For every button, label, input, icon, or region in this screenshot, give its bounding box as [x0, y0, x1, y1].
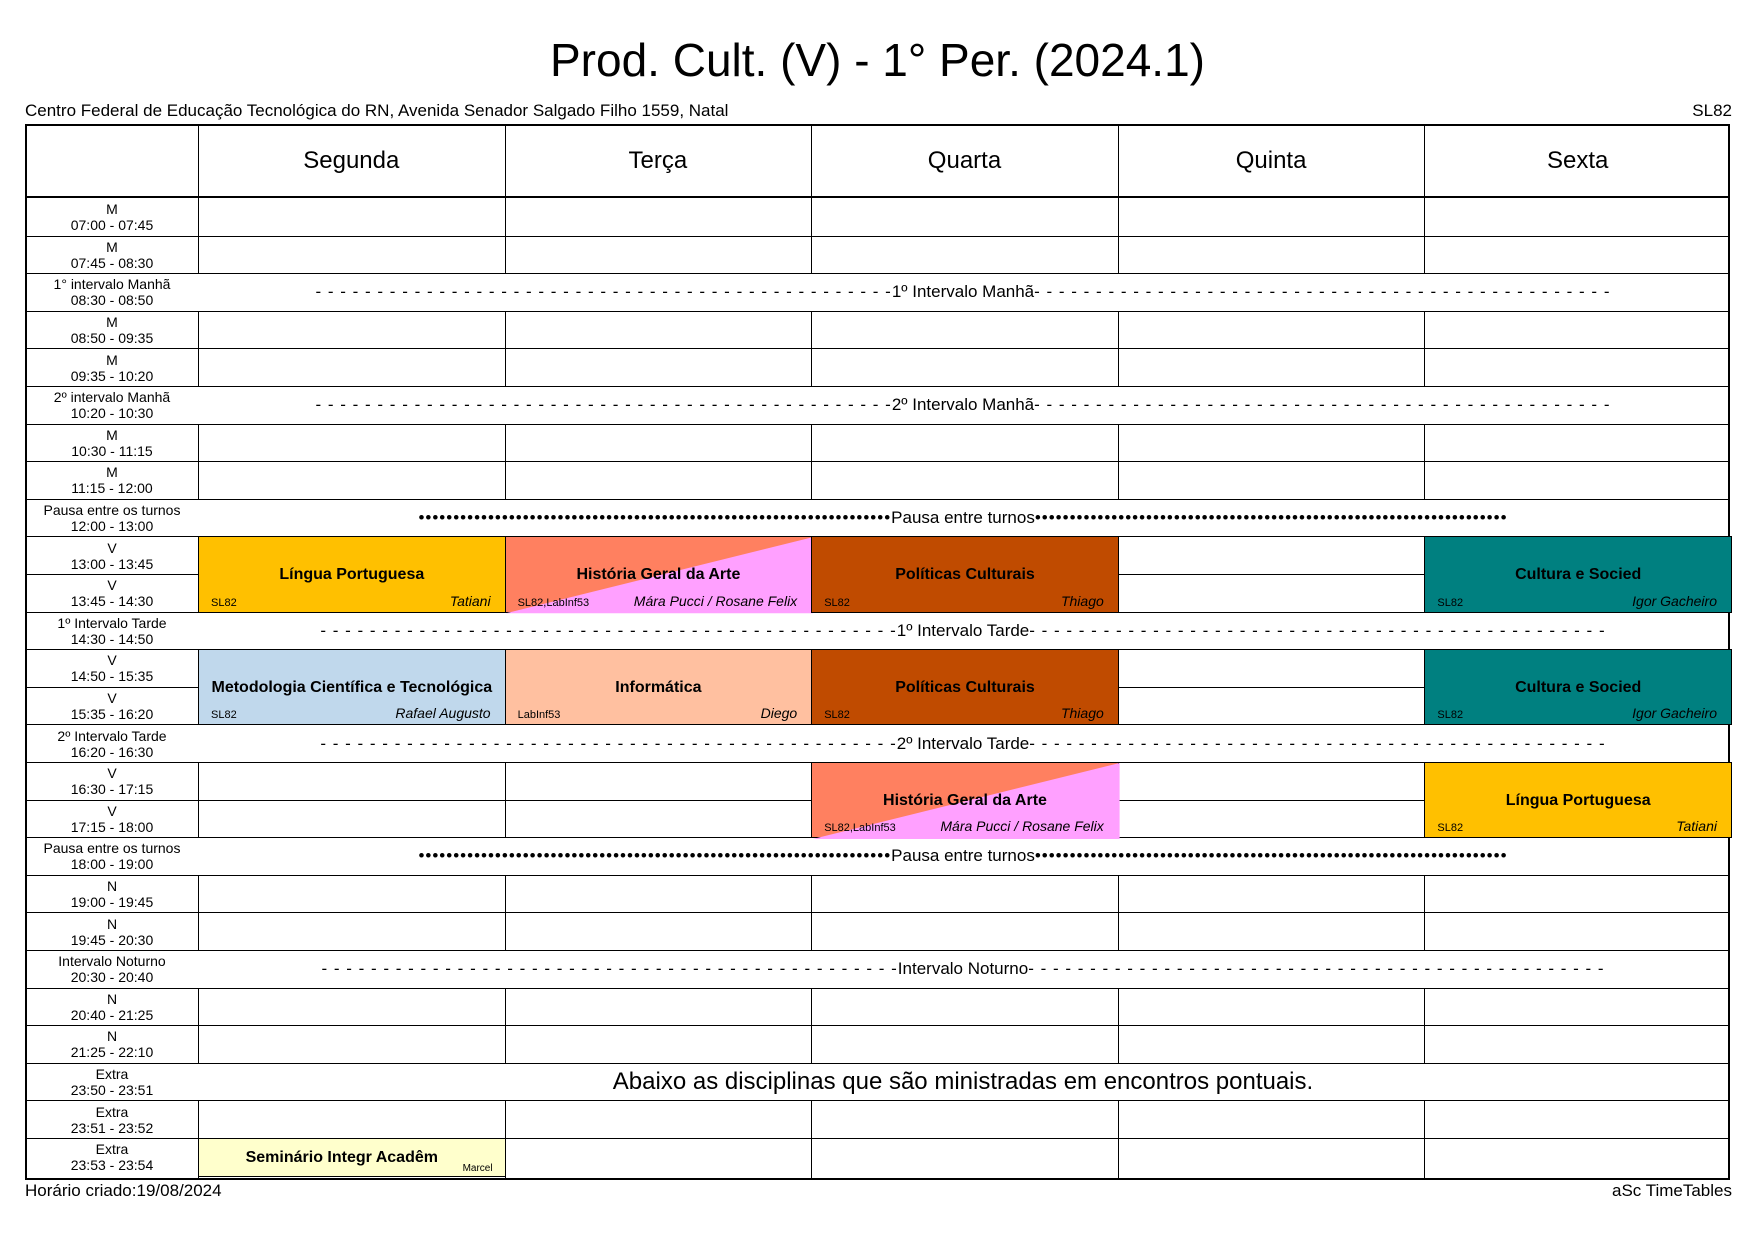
- period-time: 08:30 - 08:50: [70, 292, 154, 309]
- period-label: [27, 575, 197, 612]
- period-time: 21:25 - 22:10: [70, 1044, 154, 1061]
- interval-label: Abaixo as disciplinas que são ministradas em encontros pontuais.: [612, 1068, 1314, 1096]
- period-label: [27, 1064, 197, 1101]
- period-name: M: [106, 238, 118, 255]
- lesson-subject: Informática: [615, 678, 702, 696]
- lesson-room: SL82: [824, 596, 850, 609]
- separator: - - - - - - - - - - - - - - - - - - - - - - - - - - - - - - - - - - - - - - - - - - - - - - -: [1028, 959, 1605, 979]
- interval-label: 1º Intervalo Manhã: [891, 282, 1035, 302]
- period-name: 1° intervalo Manhã: [53, 276, 171, 293]
- separator: - - - - - - - - - - - - - - - - - - - - - - - - - - - - - - - - - - - - - - - - - - - - - - -: [1029, 620, 1606, 640]
- day-header: Sexta: [1547, 147, 1609, 174]
- separator: - - - - - - - - - - - - - - - - - - - - - - - - - - - - - - - - - - - - - - - - - - - - - - -: [320, 620, 897, 640]
- separator: ••••••••••••••••••••••••••••••••••••••••••••••••••••••••••••••••••••: [1034, 508, 1508, 528]
- period-label: [27, 237, 197, 274]
- period-time: 17:15 - 18:00: [70, 818, 154, 835]
- period-label: [27, 462, 197, 499]
- period-time: 23:53 - 23:54: [70, 1157, 154, 1174]
- timetable-grid: [25, 124, 1730, 1180]
- period-label: [27, 913, 197, 950]
- period-time: 12:00 - 13:00: [70, 518, 154, 535]
- period-label: [27, 1101, 197, 1138]
- lesson-card[interactable]: [198, 1138, 506, 1177]
- interval-label: Pausa entre turnos: [891, 508, 1035, 528]
- period-label: [27, 725, 197, 762]
- period-name: N: [106, 915, 118, 932]
- day-header: Segunda: [303, 147, 400, 174]
- created-date: Horário criado:19/08/2024: [25, 1181, 222, 1200]
- period-time: 19:00 - 19:45: [70, 894, 154, 911]
- lesson-subject: Língua Portuguesa: [1505, 791, 1651, 809]
- day-header: Terça: [628, 147, 688, 174]
- period-name: 1º Intervalo Tarde: [57, 614, 167, 631]
- lesson-card[interactable]: [1424, 649, 1732, 725]
- separator: - - - - - - - - - - - - - - - - - - - - - - - - - - - - - - - - - - - - - - - - - - - - - - -: [321, 959, 898, 979]
- period-time: 13:45 - 14:30: [70, 593, 154, 610]
- separator: ••••••••••••••••••••••••••••••••••••••••••••••••••••••••••••••••••••: [418, 508, 892, 528]
- period-time: 07:45 - 08:30: [70, 254, 154, 271]
- period-time: 07:00 - 07:45: [70, 217, 154, 234]
- lesson-card[interactable]: [198, 536, 506, 612]
- row-divider: [27, 424, 1728, 425]
- day-header: Quarta: [927, 147, 1002, 174]
- lesson-subject: Cultura e Socied: [1515, 678, 1642, 696]
- separator: - - - - - - - - - - - - - - - - - - - - - - - - - - - - - - - - - - - - - - - - - - - - - - -: [315, 395, 892, 415]
- period-name: Pausa entre os turnos: [43, 502, 181, 519]
- period-name: V: [107, 577, 117, 594]
- period-label: [27, 425, 197, 462]
- period-label: [27, 989, 197, 1026]
- lesson-room: SL82: [1437, 709, 1464, 722]
- lesson-teacher: Rafael Augusto: [395, 705, 491, 722]
- period-label: [27, 537, 197, 574]
- period-name: Extra: [95, 1141, 129, 1158]
- lesson-subject: Cultura e Socied: [1515, 565, 1642, 583]
- page-title: Prod. Cult. (V) - 1° Per. (2024.1): [550, 34, 1205, 86]
- interval-label: Intervalo Noturno: [897, 959, 1029, 979]
- row-divider: [27, 912, 1728, 913]
- period-name: V: [107, 765, 117, 782]
- period-time: 20:40 - 21:25: [70, 1006, 154, 1023]
- lesson-teacher: Thiago: [1060, 705, 1104, 722]
- period-label: [27, 387, 197, 424]
- row-divider: [27, 311, 1728, 312]
- lesson-card[interactable]: [811, 649, 1119, 725]
- period-time: 20:30 - 20:40: [70, 969, 154, 986]
- lesson-card[interactable]: [1424, 762, 1732, 838]
- day-header: Quinta: [1235, 147, 1307, 174]
- interval-band: [198, 725, 1728, 762]
- period-label: [27, 312, 197, 349]
- lesson-teacher: Diego: [760, 705, 798, 722]
- interval-band: [198, 613, 1728, 650]
- period-label: [27, 274, 197, 311]
- separator: - - - - - - - - - - - - - - - - - - - - - - - - - - - - - - - - - - - - - - - - - - - - - - -: [1034, 282, 1611, 302]
- interval-band: [198, 951, 1728, 988]
- period-label: [27, 838, 197, 875]
- period-name: M: [106, 201, 118, 218]
- period-time: 16:20 - 16:30: [70, 743, 154, 760]
- period-time: 14:30 - 14:50: [70, 630, 154, 647]
- period-name: N: [106, 878, 118, 895]
- period-time: 11:15 - 12:00: [71, 480, 153, 497]
- period-time: 19:45 - 20:30: [70, 931, 154, 948]
- interval-band: [198, 1064, 1728, 1101]
- interval-label: 2º Intervalo Tarde: [896, 733, 1030, 753]
- period-name: 2º intervalo Manhã: [53, 389, 171, 406]
- lesson-room: SL82,LabInf53: [824, 822, 896, 835]
- row-divider: [27, 875, 1728, 876]
- lesson-card[interactable]: [811, 762, 1119, 838]
- period-time: 18:00 - 19:00: [70, 856, 154, 873]
- period-name: Extra: [95, 1103, 129, 1120]
- brand-label: aSc TimeTables: [1612, 1181, 1732, 1200]
- period-label: [27, 650, 197, 687]
- period-time: 10:20 - 10:30: [70, 405, 154, 422]
- period-name: Extra: [95, 1066, 129, 1083]
- separator: ••••••••••••••••••••••••••••••••••••••••••••••••••••••••••••••••••••: [418, 846, 892, 866]
- row-divider: [27, 988, 1728, 989]
- period-label: [27, 763, 197, 800]
- period-name: N: [106, 1028, 118, 1045]
- lesson-subject: História Geral da Arte: [576, 565, 741, 583]
- separator: - - - - - - - - - - - - - - - - - - - - - - - - - - - - - - - - - - - - - - - - - - - - - - -: [1029, 733, 1606, 753]
- interval-label: 2º Intervalo Manhã: [891, 395, 1035, 415]
- lesson-teacher: Tatiani: [449, 592, 491, 609]
- period-label: [27, 688, 197, 725]
- period-name: M: [106, 464, 118, 481]
- lesson-room: SL82: [824, 709, 850, 722]
- period-time: 10:30 - 11:15: [71, 442, 153, 459]
- period-label: [27, 199, 197, 236]
- period-name: V: [107, 690, 117, 707]
- row-divider: [27, 1025, 1728, 1026]
- period-time: 09:35 - 10:20: [70, 367, 154, 384]
- separator: ••••••••••••••••••••••••••••••••••••••••••••••••••••••••••••••••••••: [1034, 846, 1508, 866]
- period-label: [27, 613, 197, 650]
- lesson-room: SL82: [211, 596, 237, 609]
- separator: - - - - - - - - - - - - - - - - - - - - - - - - - - - - - - - - - - - - - - - - - - - - - - -: [315, 282, 892, 302]
- lesson-teacher: Igor Gacheiro: [1632, 592, 1717, 609]
- lesson-card[interactable]: [811, 536, 1119, 612]
- lesson-teacher: Mára Pucci / Rosane Felix: [940, 818, 1104, 835]
- room-code: SL82: [1692, 101, 1732, 120]
- lesson-teacher: Igor Gacheiro: [1632, 705, 1717, 722]
- lesson-subject: Metodologia Científica e Tecnológica: [211, 678, 493, 696]
- lesson-card[interactable]: [1424, 536, 1732, 612]
- period-label: [27, 876, 197, 913]
- period-name: Pausa entre os turnos: [43, 840, 181, 857]
- period-label: [27, 349, 197, 386]
- period-label: [27, 1026, 197, 1063]
- lesson-subject: Seminário Integr Acadêm: [245, 1148, 438, 1166]
- lesson-room: LabInf53: [517, 709, 561, 722]
- lesson-teacher: Marcel: [462, 1162, 493, 1174]
- period-time: 23:50 - 23:51: [70, 1082, 154, 1099]
- interval-band: [198, 387, 1728, 424]
- row-divider: [27, 461, 1728, 462]
- period-name: 2º Intervalo Tarde: [57, 727, 167, 744]
- period-name: Intervalo Noturno: [58, 953, 166, 970]
- interval-label: 1º Intervalo Tarde: [896, 620, 1030, 640]
- interval-label: Pausa entre turnos: [891, 846, 1035, 866]
- period-time: 14:50 - 15:35: [70, 668, 154, 685]
- period-time: 08:50 - 09:35: [70, 330, 154, 347]
- period-name: N: [106, 990, 118, 1007]
- period-label: [27, 1139, 197, 1176]
- period-name: V: [107, 539, 117, 556]
- period-name: V: [107, 802, 117, 819]
- lesson-room: SL82: [1437, 822, 1464, 835]
- separator: - - - - - - - - - - - - - - - - - - - - - - - - - - - - - - - - - - - - - - - - - - - - - - -: [1034, 395, 1611, 415]
- period-name: M: [106, 351, 118, 368]
- period-time: 13:00 - 13:45: [70, 555, 154, 572]
- lesson-teacher: Mára Pucci / Rosane Felix: [633, 592, 798, 609]
- period-label: [27, 951, 197, 988]
- lesson-card[interactable]: [505, 536, 813, 612]
- interval-band: [198, 500, 1728, 537]
- period-name: M: [106, 314, 118, 331]
- period-label: [27, 801, 197, 838]
- interval-band: [198, 274, 1728, 311]
- period-name: M: [106, 426, 118, 443]
- lesson-card[interactable]: [505, 649, 813, 725]
- period-label: [27, 500, 197, 537]
- school-address: Centro Federal de Educação Tecnológica do RN, Avenida Senador Salgado Filho 1559, Natal: [25, 101, 729, 120]
- lesson-subject: História Geral da Arte: [883, 791, 1047, 809]
- lesson-subject: Políticas Culturais: [895, 678, 1035, 696]
- period-time: 23:51 - 23:52: [70, 1119, 154, 1136]
- period-time: 16:30 - 17:15: [70, 781, 154, 798]
- row-divider: [27, 1100, 1728, 1101]
- lesson-card[interactable]: [198, 649, 506, 725]
- period-name: V: [107, 652, 117, 669]
- interval-band: [198, 838, 1728, 875]
- lesson-subject: Língua Portuguesa: [279, 565, 425, 583]
- lesson-teacher: Tatiani: [1676, 818, 1717, 835]
- lesson-room: SL82: [1437, 596, 1464, 609]
- lesson-room: SL82: [211, 709, 237, 722]
- row-divider: [27, 348, 1728, 349]
- separator: - - - - - - - - - - - - - - - - - - - - - - - - - - - - - - - - - - - - - - - - - - - - - - -: [320, 733, 897, 753]
- row-divider: [27, 236, 1728, 237]
- lesson-room: SL82,LabInf53: [517, 596, 590, 609]
- lesson-teacher: Thiago: [1060, 592, 1104, 609]
- lesson-subject: Políticas Culturais: [895, 565, 1035, 583]
- period-time: 15:35 - 16:20: [70, 706, 154, 723]
